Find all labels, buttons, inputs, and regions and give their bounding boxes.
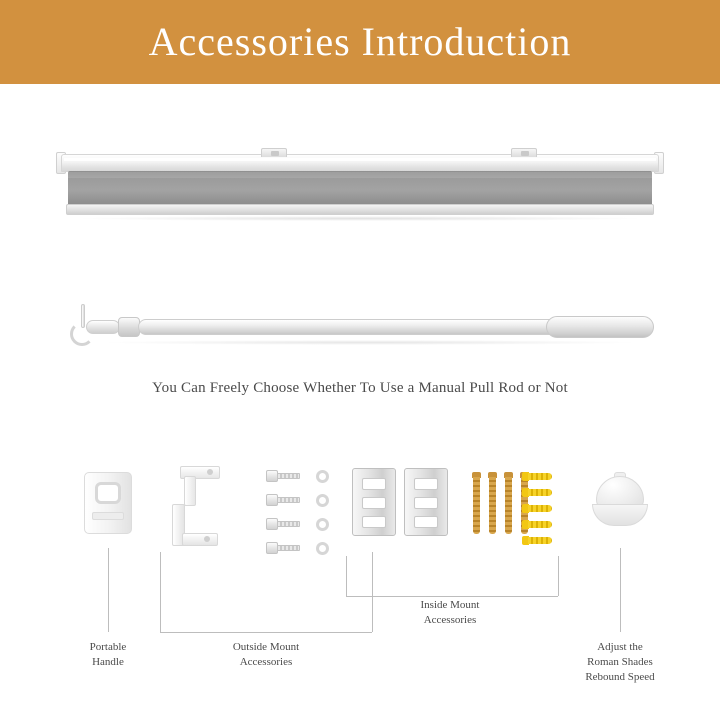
outside-mount-bracket-1 [180,466,220,506]
wall-anchor [522,504,552,513]
hex-bolt [266,470,300,482]
pull-rod-upper-segment [86,320,120,334]
bracket-nub [271,151,279,156]
anchor-body [528,473,552,480]
rebound-speed-adjuster-image [592,476,648,530]
pull-rod-shadow [100,340,640,345]
accessories-row [0,460,720,560]
adjuster-skirt [592,504,648,526]
handle-loop [95,482,121,504]
bracket-slot [362,478,386,490]
washer [316,494,329,507]
roman-shade-image [56,148,664,220]
caption-line: Inside Mount [420,599,480,611]
wall-anchor [522,488,552,497]
bracket-screw-hole [204,536,210,542]
pull-rod-grip [546,316,654,338]
outside-mount-bracket-2 [172,504,218,546]
handle-slot [92,512,124,520]
page-header [0,0,720,84]
pull-rod-shaft [138,319,608,335]
shade-bottom-rail [66,204,654,215]
bracket-screw-hole [207,469,213,475]
shade-mount-bracket-left [261,148,287,157]
bolt-shaft [277,545,300,551]
pull-rod-image [60,300,660,356]
wood-screw [504,472,513,534]
caption-line: Roman Shades [587,655,653,668]
anchor-body [528,489,552,496]
page-title: Accessories Introduction [148,19,572,64]
anchor-body [528,505,552,512]
bracket-slot [362,497,386,509]
leader-line-adjuster [620,548,621,632]
wood-screw [488,472,497,534]
bracket-slot [414,516,438,528]
leader-line-inside-right [558,556,559,596]
bracket-slot [414,497,438,509]
washer [316,470,329,483]
washer [316,518,329,531]
hex-bolt [266,494,300,506]
leader-line-outside-left [160,552,161,632]
bracket-slot [362,516,386,528]
caption-line: Rebound Speed [585,670,655,683]
caption-line: Adjust the [597,641,643,653]
wood-screw [472,472,481,534]
bracket-arm-vertical [184,476,196,506]
leader-line-outside-span [160,632,372,633]
caption-line: Handle [92,655,124,668]
caption-line: Accessories [239,655,293,668]
shade-mount-bracket-right [511,148,537,157]
bracket-nub [521,151,529,156]
bracket-arm-horizontal [182,533,218,546]
bolt-shaft [277,521,300,527]
shade-shadow [74,216,646,221]
wall-anchor [522,536,552,545]
bolt-shaft [277,473,300,479]
caption-line: Portable [89,641,127,653]
pull-rod-caption: You Can Freely Choose Whether To Use a Manual Pull Rod or Not [152,380,568,396]
screw-thread [505,477,512,534]
wall-anchor [522,472,552,481]
leader-line-portable-handle [108,548,109,632]
caption-line: Accessories [423,613,477,626]
portable-handle-image [84,472,132,534]
pull-rod-joint [118,317,140,337]
leader-line-inside-span [346,596,558,597]
washer [316,542,329,555]
anchor-body [528,521,552,528]
caption-rebound-adjuster [564,640,676,685]
shade-fabric [68,171,652,206]
shade-headrail [61,154,659,172]
caption-inside-mount [370,598,530,628]
inside-mount-bracket-2 [404,468,448,536]
wall-anchor [522,520,552,529]
bolt-shaft [277,497,300,503]
screw-thread [489,477,496,534]
hex-bolt [266,518,300,530]
hex-bolt [266,542,300,554]
caption-portable-handle [58,640,158,670]
caption-outside-mount [186,640,346,670]
leader-line-inside-left [346,556,347,596]
inside-mount-bracket-1 [352,468,396,536]
screw-thread [473,477,480,534]
bracket-slot [414,478,438,490]
caption-line: Outside Mount [232,641,300,653]
anchor-body [528,537,552,544]
